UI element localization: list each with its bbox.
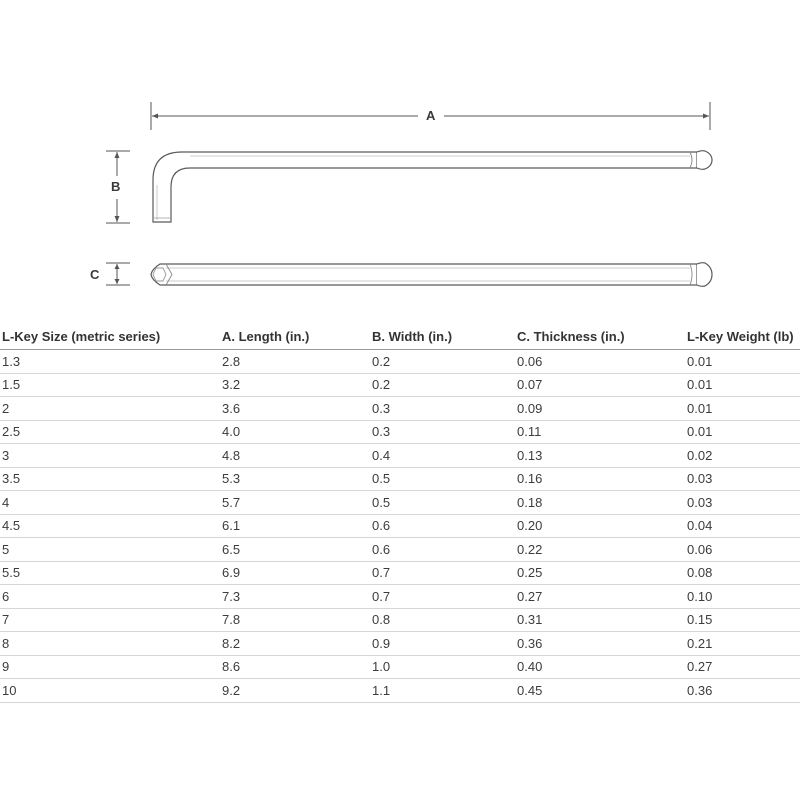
cell-length: 5.3	[220, 467, 370, 491]
cell-width: 0.6	[370, 538, 515, 562]
cell-width: 0.6	[370, 514, 515, 538]
cell-thickness: 0.11	[515, 420, 685, 444]
l-key-spec-table	[0, 323, 800, 703]
table-row	[0, 491, 800, 515]
cell-width: 0.7	[370, 585, 515, 609]
cell-width: 0.3	[370, 420, 515, 444]
cell-size: 10	[0, 679, 220, 703]
table-row	[0, 397, 800, 421]
table-row	[0, 538, 800, 562]
cell-weight: 0.08	[685, 561, 800, 585]
cell-width: 0.3	[370, 397, 515, 421]
table-row	[0, 350, 800, 374]
cell-size: 1.5	[0, 373, 220, 397]
cell-weight: 0.36	[685, 679, 800, 703]
cell-width: 0.5	[370, 491, 515, 515]
cell-weight: 0.01	[685, 350, 800, 374]
cell-length: 6.5	[220, 538, 370, 562]
cell-length: 8.6	[220, 655, 370, 679]
cell-length: 9.2	[220, 679, 370, 703]
cell-width: 0.8	[370, 608, 515, 632]
cell-size: 3.5	[0, 467, 220, 491]
cell-thickness: 0.40	[515, 655, 685, 679]
cell-weight: 0.15	[685, 608, 800, 632]
cell-size: 3	[0, 444, 220, 468]
cell-length: 3.2	[220, 373, 370, 397]
header-length: A. Length (in.)	[220, 323, 370, 350]
header-width: B. Width (in.)	[370, 323, 515, 350]
header-thickness: C. Thickness (in.)	[515, 323, 685, 350]
cell-length: 4.8	[220, 444, 370, 468]
table-row	[0, 632, 800, 656]
cell-weight: 0.06	[685, 538, 800, 562]
cell-size: 5	[0, 538, 220, 562]
l-key-side-view	[153, 151, 712, 222]
cell-size: 2	[0, 397, 220, 421]
cell-length: 6.1	[220, 514, 370, 538]
table-row	[0, 420, 800, 444]
cell-size: 4.5	[0, 514, 220, 538]
cell-width: 0.7	[370, 561, 515, 585]
cell-weight: 0.03	[685, 467, 800, 491]
cell-size: 6	[0, 585, 220, 609]
cell-weight: 0.02	[685, 444, 800, 468]
dimension-b-label: B	[111, 179, 121, 194]
dimension-c-line	[106, 263, 130, 285]
cell-length: 8.2	[220, 632, 370, 656]
cell-weight: 0.03	[685, 491, 800, 515]
cell-thickness: 0.45	[515, 679, 685, 703]
cell-length: 2.8	[220, 350, 370, 374]
dimension-a-label: A	[426, 108, 436, 123]
cell-size: 4	[0, 491, 220, 515]
cell-width: 0.4	[370, 444, 515, 468]
table-row	[0, 444, 800, 468]
cell-thickness: 0.13	[515, 444, 685, 468]
cell-width: 0.2	[370, 373, 515, 397]
table-row	[0, 467, 800, 491]
header-weight: L-Key Weight (lb)	[685, 323, 800, 350]
cell-weight: 0.27	[685, 655, 800, 679]
cell-length: 5.7	[220, 491, 370, 515]
table-row	[0, 514, 800, 538]
l-key-drawing	[0, 0, 800, 300]
table-body	[0, 350, 800, 703]
cell-length: 6.9	[220, 561, 370, 585]
cell-width: 0.9	[370, 632, 515, 656]
l-key-top-view	[151, 263, 712, 287]
cell-weight: 0.01	[685, 373, 800, 397]
table-row	[0, 373, 800, 397]
table-row	[0, 561, 800, 585]
cell-width: 1.1	[370, 679, 515, 703]
cell-thickness: 0.36	[515, 632, 685, 656]
cell-size: 1.3	[0, 350, 220, 374]
table-row	[0, 655, 800, 679]
cell-thickness: 0.31	[515, 608, 685, 632]
cell-weight: 0.01	[685, 397, 800, 421]
l-key-dimension-diagram	[0, 0, 800, 300]
cell-size: 7	[0, 608, 220, 632]
cell-width: 0.2	[370, 350, 515, 374]
cell-length: 7.3	[220, 585, 370, 609]
cell-length: 4.0	[220, 420, 370, 444]
cell-thickness: 0.27	[515, 585, 685, 609]
cell-thickness: 0.18	[515, 491, 685, 515]
cell-size: 2.5	[0, 420, 220, 444]
cell-length: 3.6	[220, 397, 370, 421]
table-row	[0, 679, 800, 703]
cell-thickness: 0.20	[515, 514, 685, 538]
cell-size: 9	[0, 655, 220, 679]
cell-width: 1.0	[370, 655, 515, 679]
cell-thickness: 0.22	[515, 538, 685, 562]
cell-weight: 0.01	[685, 420, 800, 444]
cell-weight: 0.10	[685, 585, 800, 609]
cell-length: 7.8	[220, 608, 370, 632]
cell-size: 5.5	[0, 561, 220, 585]
table-header-row	[0, 323, 800, 350]
cell-thickness: 0.16	[515, 467, 685, 491]
dimension-c-label: C	[90, 267, 100, 282]
cell-thickness: 0.25	[515, 561, 685, 585]
cell-thickness: 0.06	[515, 350, 685, 374]
table-row	[0, 585, 800, 609]
cell-width: 0.5	[370, 467, 515, 491]
cell-thickness: 0.07	[515, 373, 685, 397]
cell-weight: 0.21	[685, 632, 800, 656]
table-row	[0, 608, 800, 632]
cell-size: 8	[0, 632, 220, 656]
cell-weight: 0.04	[685, 514, 800, 538]
header-size: L-Key Size (metric series)	[0, 323, 220, 350]
cell-thickness: 0.09	[515, 397, 685, 421]
